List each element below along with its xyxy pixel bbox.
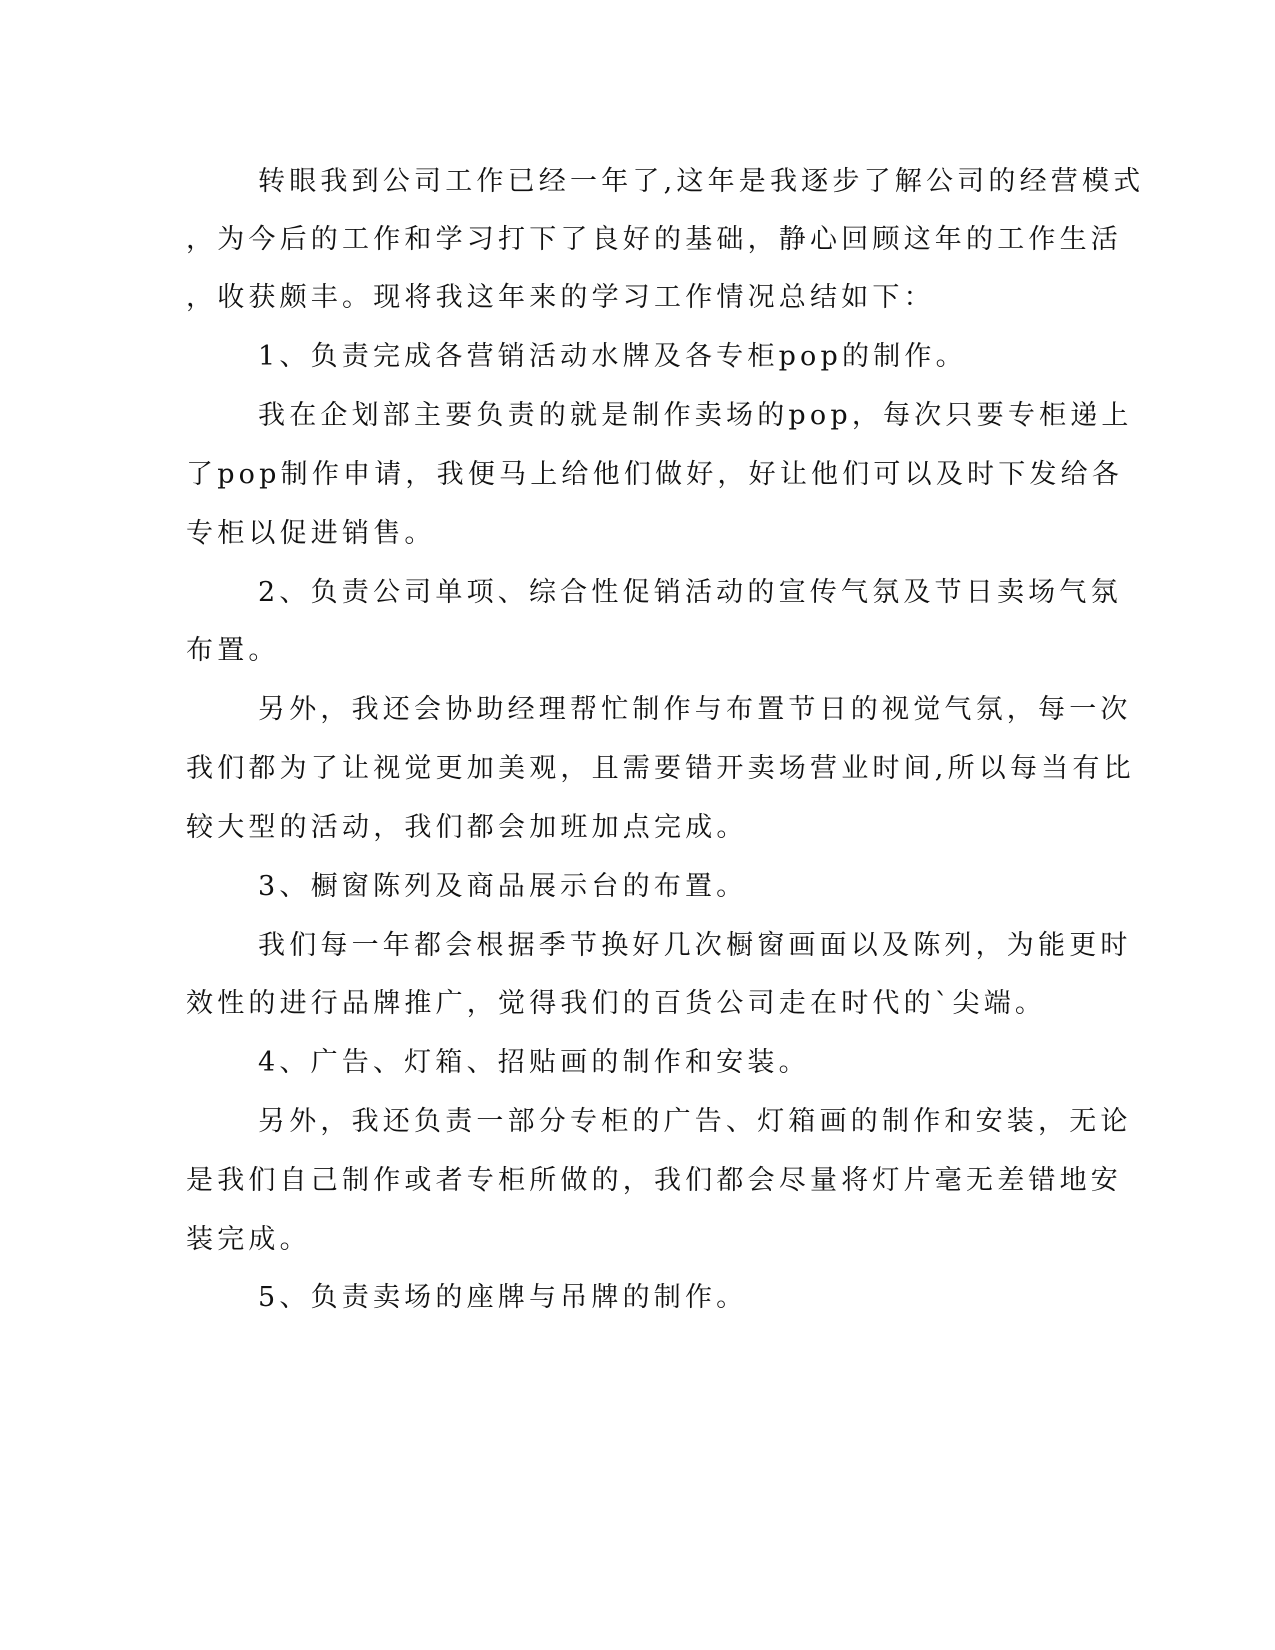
item-1-body-line-2: 了pop制作申请，我便马上给他们做好，好让他们可以及时下发给各 bbox=[186, 459, 1124, 490]
item-3-body-line-2: 效性的进行品牌推广，觉得我们的百货公司走在时代的`尖端。 bbox=[186, 988, 1047, 1019]
item-4-body-line-1: 另外，我还负责一部分专柜的广告、灯箱画的制作和安装，无论 bbox=[258, 1106, 1132, 1137]
item-2-heading-line-2: 布置。 bbox=[186, 635, 280, 666]
item-4-heading: 4、广告、灯箱、招贴画的制作和安装。 bbox=[258, 1047, 810, 1078]
item-2-body-line-2: 我们都为了让视觉更加美观，且需要错开卖场营业时间,所以每当有比 bbox=[186, 753, 1135, 784]
item-1-body-line-1: 我在企划部主要负责的就是制作卖场的pop，每次只要专柜递上 bbox=[258, 400, 1133, 431]
item-3-body-line-1: 我们每一年都会根据季节换好几次橱窗画面以及陈列，为能更时 bbox=[258, 930, 1132, 961]
item-4-body-line-2: 是我们自己制作或者专柜所做的，我们都会尽量将灯片毫无差错地安 bbox=[186, 1165, 1122, 1196]
item-1-body-line-3: 专柜以促进销售。 bbox=[186, 518, 436, 549]
intro-line-3: ，收获颇丰。现将我这年来的学习工作情况总结如下： bbox=[186, 282, 935, 313]
intro-line-2: ，为今后的工作和学习打下了良好的基础，静心回顾这年的工作生活 bbox=[186, 224, 1122, 255]
item-3-heading: 3、橱窗陈列及商品展示台的布置。 bbox=[258, 871, 748, 902]
item-1-heading: 1、负责完成各营销活动水牌及各专柜pop的制作。 bbox=[258, 341, 967, 372]
item-2-body-line-3: 较大型的活动，我们都会加班加点完成。 bbox=[186, 812, 748, 843]
intro-line-1: 转眼我到公司工作已经一年了,这年是我逐步了解公司的经营模式 bbox=[258, 166, 1145, 197]
item-4-body-line-3: 装完成。 bbox=[186, 1224, 311, 1255]
item-2-heading-line-1: 2、负责公司单项、综合性促销活动的宣传气氛及节日卖场气氛 bbox=[258, 577, 1122, 608]
item-5-heading: 5、负责卖场的座牌与吊牌的制作。 bbox=[258, 1282, 748, 1313]
item-2-body-line-1: 另外，我还会协助经理帮忙制作与布置节日的视觉气氛，每一次 bbox=[258, 694, 1132, 725]
